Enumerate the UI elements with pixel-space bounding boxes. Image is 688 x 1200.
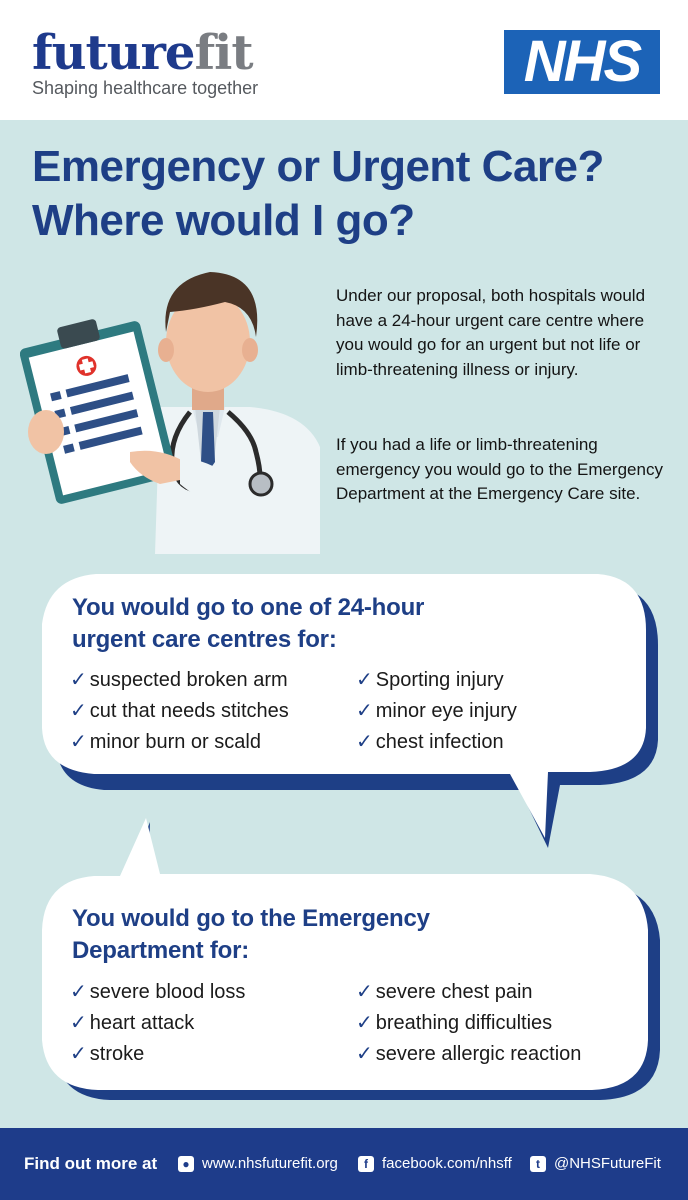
check-icon: ✓ <box>356 1012 373 1034</box>
facebook-icon: f <box>358 1156 374 1172</box>
urgent-item: ✓ chest infection <box>356 731 504 753</box>
check-icon: ✓ <box>356 1043 373 1065</box>
twitter-link[interactable]: @NHSFutureFit <box>554 1155 661 1172</box>
facebook-link[interactable]: facebook.com/nhsff <box>382 1155 512 1172</box>
check-icon: ✓ <box>356 669 373 691</box>
emergency-item: ✓ severe blood loss <box>70 981 246 1003</box>
intro-paragraph-2: If you had a life or limb-threatening emergency you would go to the Emergency Department at the Emergency Care site. <box>336 435 663 503</box>
urgent-item: ✓ cut that needs stitches <box>70 700 289 722</box>
footer <box>0 1128 688 1200</box>
tagline: Shaping healthcare together <box>32 78 259 98</box>
urgent-item: ✓ Sporting injury <box>356 669 504 691</box>
emergency-heading: You would go to the Emergency Department for: <box>72 905 430 964</box>
title-line-2: Where would I go? <box>32 196 415 245</box>
website-link[interactable]: www.nhsfuturefit.org <box>202 1155 338 1172</box>
check-icon: ✓ <box>70 669 87 691</box>
urgent-care-heading: You would go to one of 24-hour urgent care centres for: <box>72 594 425 653</box>
intro-paragraph-1: Under our proposal, both hospitals would have a 24-hour urgent care centre where you would go for an urgent but not life or limb-threatening illness or injury. <box>336 286 646 379</box>
check-icon: ✓ <box>70 981 87 1003</box>
check-icon: ✓ <box>70 1012 87 1034</box>
emergency-item: ✓ severe allergic reaction <box>356 1043 582 1065</box>
check-icon: ✓ <box>356 731 373 753</box>
urgent-item: ✓ suspected broken arm <box>70 669 288 691</box>
emergency-item: ✓ severe chest pain <box>356 981 533 1003</box>
check-icon: ✓ <box>70 700 87 722</box>
check-icon: ✓ <box>70 1043 87 1065</box>
urgent-item: ✓ minor eye injury <box>356 700 517 722</box>
emergency-item: ✓ heart attack <box>70 1012 195 1034</box>
nhs-logo[interactable]: NHS <box>504 30 660 94</box>
check-icon: ✓ <box>356 700 373 722</box>
title-line-1: Emergency or Urgent Care? <box>32 142 604 191</box>
emergency-item: ✓ stroke <box>70 1043 145 1065</box>
check-icon: ✓ <box>70 731 87 753</box>
check-icon: ✓ <box>356 981 373 1003</box>
urgent-item: ✓ minor burn or scald <box>70 731 261 753</box>
footer-label: Find out more at <box>24 1154 158 1173</box>
twitter-icon: t <box>530 1156 546 1172</box>
futurefit-logo[interactable]: futurefit <box>32 25 253 81</box>
mouse-icon: ● <box>178 1156 194 1172</box>
emergency-item: ✓ breathing difficulties <box>356 1012 553 1034</box>
